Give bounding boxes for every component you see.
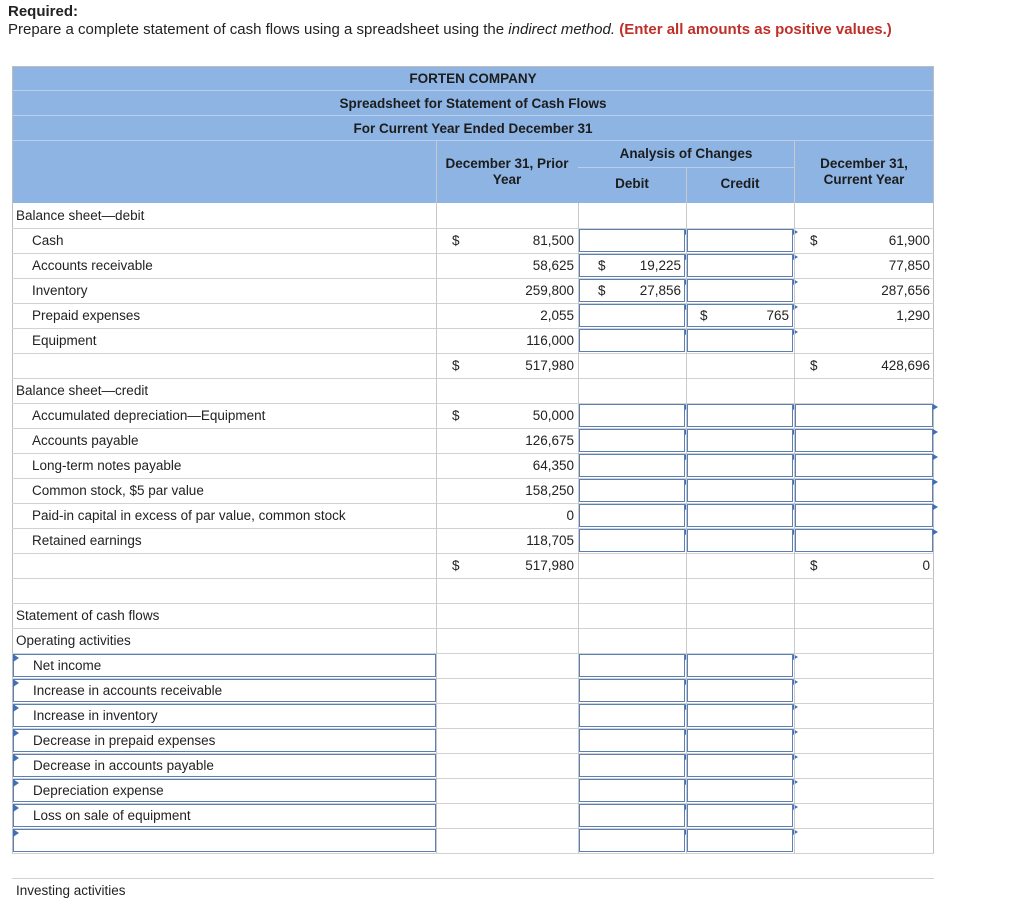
- credit-input[interactable]: [687, 829, 793, 852]
- input-marker-icon: [933, 504, 938, 510]
- currency-symbol: $: [452, 233, 460, 248]
- credit-input[interactable]: [687, 804, 793, 827]
- input-marker-icon: [13, 779, 19, 787]
- credit-input[interactable]: [687, 329, 793, 352]
- operating-label-input[interactable]: [13, 804, 436, 827]
- credit-input[interactable]: [687, 504, 793, 527]
- prior-year-value: 118,705: [526, 533, 574, 548]
- row-divider: [12, 578, 934, 579]
- prior-total: 517,980: [525, 358, 574, 373]
- credit-input[interactable]: [687, 279, 793, 302]
- debit-row-label: Inventory: [32, 283, 88, 298]
- debit-input[interactable]: [579, 704, 685, 727]
- debit-input[interactable]: [579, 654, 685, 677]
- operating-label-input[interactable]: [13, 679, 436, 702]
- col-debit-header: Debit: [615, 176, 649, 191]
- debit-input[interactable]: [579, 454, 685, 477]
- prior-year-value: 81,500: [532, 233, 574, 248]
- debit-input[interactable]: [579, 779, 685, 802]
- current-total: 428,696: [881, 358, 930, 373]
- credit-input[interactable]: [687, 454, 793, 477]
- debit-row-label: Equipment: [32, 333, 97, 348]
- credit-input[interactable]: [687, 779, 793, 802]
- current-year-value: 77,850: [888, 258, 930, 273]
- currency-symbol: $: [452, 558, 460, 573]
- debit-input-value: 27,856: [639, 283, 681, 298]
- debit-input[interactable]: [579, 504, 685, 527]
- credit-input[interactable]: [687, 729, 793, 752]
- row-divider: [12, 553, 934, 554]
- debit-input[interactable]: [579, 429, 685, 452]
- operating-label-text: Decrease in prepaid expenses: [33, 733, 216, 748]
- debit-section-title: Balance sheet—debit: [16, 208, 145, 223]
- column-divider: [436, 203, 437, 853]
- col-credit-header: Credit: [720, 176, 760, 191]
- row-divider: [12, 878, 934, 879]
- column-divider: [686, 167, 687, 203]
- period-title: For Current Year Ended December 31: [353, 121, 593, 136]
- current-year-input[interactable]: [795, 529, 933, 552]
- currency-symbol: $: [452, 358, 460, 373]
- debit-input[interactable]: [579, 479, 685, 502]
- input-marker-icon: [13, 754, 19, 762]
- prior-year-value: 64,350: [532, 458, 574, 473]
- input-marker-icon: [13, 704, 19, 712]
- currency-symbol: $: [700, 308, 708, 323]
- debit-input[interactable]: [579, 329, 685, 352]
- input-marker-icon: [13, 804, 19, 812]
- column-divider: [578, 203, 579, 853]
- credit-row-label: Paid-in capital in excess of par value, common stock: [32, 508, 346, 523]
- operating-label-input[interactable]: [13, 754, 436, 777]
- credit-input[interactable]: [687, 754, 793, 777]
- debit-input[interactable]: [579, 279, 685, 302]
- operating-label-text: Decrease in accounts payable: [33, 758, 214, 773]
- current-year-input[interactable]: [795, 504, 933, 527]
- operating-label-text: Increase in inventory: [33, 708, 158, 723]
- row-divider: [12, 603, 934, 604]
- required-heading: Required:: [8, 3, 79, 20]
- currency-symbol: $: [598, 283, 606, 298]
- credit-input[interactable]: [687, 704, 793, 727]
- prior-year-value: 158,250: [525, 483, 574, 498]
- input-marker-icon: [13, 654, 19, 662]
- debit-input[interactable]: [579, 529, 685, 552]
- row-divider: [12, 378, 934, 379]
- col-prior-header: December 31, Prior Year: [445, 156, 569, 187]
- row-divider: [12, 853, 934, 854]
- input-marker-icon: [13, 829, 19, 837]
- credit-input[interactable]: [687, 679, 793, 702]
- prior-year-value: 0: [566, 508, 574, 523]
- operating-label-text: Increase in accounts receivable: [33, 683, 223, 698]
- operating-title: Operating activities: [16, 633, 131, 648]
- credit-row-label: Retained earnings: [32, 533, 142, 548]
- prior-year-value: 126,675: [525, 433, 574, 448]
- input-marker-icon: [933, 404, 938, 410]
- col-current-header: December 31, Current Year: [820, 156, 908, 187]
- current-year-value: 61,900: [888, 233, 930, 248]
- currency-symbol: $: [598, 258, 606, 273]
- prior-year-value: 116,000: [526, 333, 574, 348]
- debit-input[interactable]: [579, 829, 685, 852]
- current-year-input[interactable]: [795, 454, 933, 477]
- current-year-value: 287,656: [881, 283, 930, 298]
- debit-input[interactable]: [579, 254, 685, 277]
- credit-input[interactable]: [687, 654, 793, 677]
- cash-flow-section-title: Statement of cash flows: [16, 608, 160, 623]
- investing-title: Investing activities: [16, 883, 126, 898]
- col-analysis-header: Analysis of Changes: [619, 146, 753, 161]
- prior-total: 517,980: [525, 558, 574, 573]
- debit-row-label: Accounts receivable: [32, 258, 153, 273]
- column-divider: [436, 140, 437, 203]
- current-year-value: 1,290: [896, 308, 930, 323]
- operating-label-input[interactable]: [13, 654, 436, 677]
- credit-row-label: Accounts payable: [32, 433, 139, 448]
- spreadsheet-title: Spreadsheet for Statement of Cash Flows: [339, 96, 607, 111]
- operating-label-input[interactable]: [13, 779, 436, 802]
- operating-label-text: Net income: [33, 658, 102, 673]
- input-marker-icon: [933, 454, 938, 460]
- instruction-text: Prepare a complete statement of cash flows using a spreadsheet using the indirect method. (Enter all amounts as positive values.): [8, 21, 892, 38]
- current-year-input[interactable]: [795, 479, 933, 502]
- credit-row-label: Accumulated depreciation—Equipment: [32, 408, 266, 423]
- currency-symbol: $: [452, 408, 460, 423]
- prior-year-value: 50,000: [532, 408, 574, 423]
- cash-flow-spreadsheet: [12, 66, 934, 898]
- prior-year-value: 259,800: [525, 283, 574, 298]
- column-divider: [686, 203, 687, 853]
- operating-label-text: Loss on sale of equipment: [33, 808, 191, 823]
- input-marker-icon: [13, 729, 19, 737]
- sheet-top-border: [12, 66, 934, 67]
- input-marker-icon: [933, 479, 938, 485]
- credit-row-label: Common stock, $5 par value: [32, 483, 204, 498]
- debit-input[interactable]: [579, 404, 685, 427]
- row-divider: [12, 628, 934, 629]
- currency-symbol: $: [810, 558, 818, 573]
- debit-input[interactable]: [579, 729, 685, 752]
- debit-input[interactable]: [579, 679, 685, 702]
- input-marker-icon: [933, 429, 938, 435]
- column-divider: [794, 140, 795, 203]
- prior-year-value: 58,625: [532, 258, 574, 273]
- input-marker-icon: [13, 679, 19, 687]
- debit-input[interactable]: [579, 804, 685, 827]
- debit-row-label: Cash: [32, 233, 64, 248]
- debit-input-value: 19,225: [639, 258, 681, 273]
- debit-input[interactable]: [579, 754, 685, 777]
- credit-row-label: Long-term notes payable: [32, 458, 182, 473]
- operating-label-input[interactable]: [13, 704, 436, 727]
- row-divider: [12, 353, 934, 354]
- column-divider: [794, 203, 795, 853]
- credit-input-value: 765: [766, 308, 789, 323]
- input-marker-icon: [933, 529, 938, 535]
- current-year-input[interactable]: [795, 404, 933, 427]
- operating-label-input[interactable]: [13, 729, 436, 752]
- credit-input[interactable]: [687, 429, 793, 452]
- currency-symbol: $: [810, 233, 818, 248]
- credit-input[interactable]: [687, 254, 793, 277]
- debit-row-label: Prepaid expenses: [32, 308, 141, 323]
- credit-input[interactable]: [687, 229, 793, 252]
- credit-section-title: Balance sheet—credit: [16, 383, 149, 398]
- operating-label-input[interactable]: [13, 829, 436, 852]
- operating-label-text: Depreciation expense: [33, 783, 164, 798]
- credit-input[interactable]: [687, 479, 793, 502]
- currency-symbol: $: [810, 358, 818, 373]
- credit-input[interactable]: [687, 404, 793, 427]
- current-total: 0: [922, 558, 930, 573]
- debit-input[interactable]: [579, 304, 685, 327]
- current-year-input[interactable]: [795, 429, 933, 452]
- prior-year-value: 2,055: [540, 308, 574, 323]
- debit-input[interactable]: [579, 229, 685, 252]
- credit-input[interactable]: [687, 529, 793, 552]
- company-name: FORTEN COMPANY: [409, 71, 537, 86]
